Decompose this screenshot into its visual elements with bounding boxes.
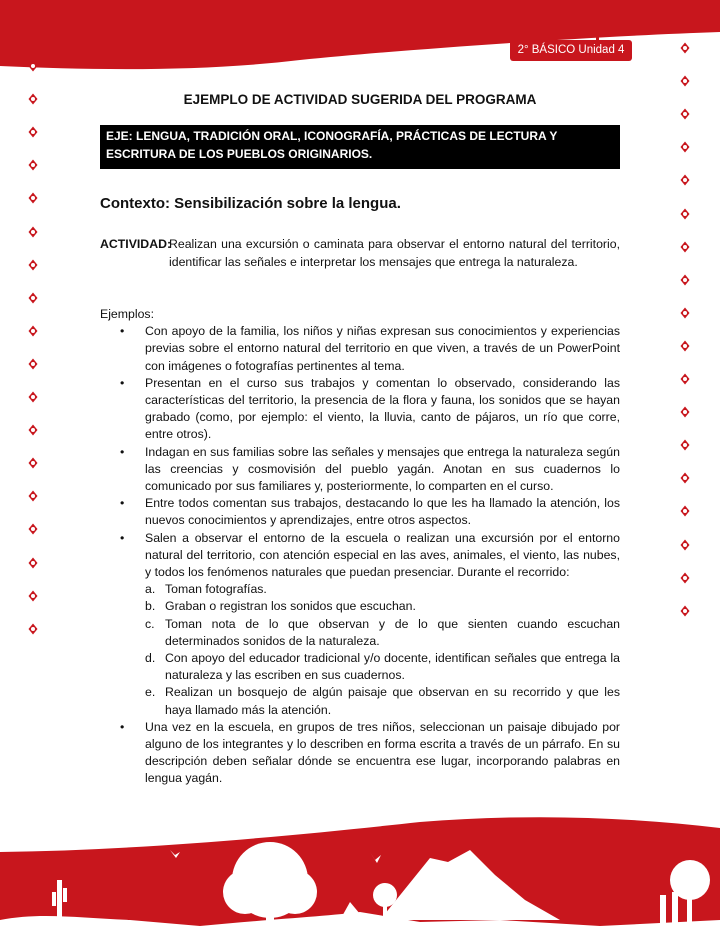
- diamond-ornament-icon: [28, 622, 38, 634]
- sub-list: [145, 581, 620, 719]
- sub-marker: e.: [145, 685, 156, 700]
- diamond-ornament-icon: [28, 456, 38, 468]
- sub-text: Graban o registran los sonidos que escuchan.: [165, 599, 416, 614]
- activity-text: Realizan una excursión o caminata para observar el entorno natural del territorio, identificar las señales e interpretar los mensajes que entrega la naturaleza.: [169, 237, 620, 269]
- diamond-ornament-icon: [28, 357, 38, 369]
- activity-label: ACTIVIDAD:: [100, 237, 172, 251]
- sub-text: Toman fotografías.: [165, 582, 267, 597]
- activity-section: [100, 236, 620, 271]
- sub-marker: a.: [145, 582, 156, 597]
- diamond-ornament-icon: [680, 538, 690, 550]
- sub-text: Realizan un bosquejo de algún paisaje que observan en su recorrido y que les haya llamado más la atención.: [165, 685, 620, 717]
- diamond-ornament-icon: [680, 504, 690, 516]
- sub-text: Toman nota de lo que observan y de lo que sienten cuando escuchan determinados sonidos de la naturaleza.: [165, 616, 620, 648]
- diamond-ornament-icon: [680, 74, 690, 86]
- sub-marker: d.: [145, 651, 156, 666]
- list-item: [100, 530, 620, 719]
- diamond-ornament-icon: [28, 324, 38, 336]
- diamond-ornament-icon: [680, 207, 690, 219]
- diamond-ornament-icon: [680, 604, 690, 616]
- sub-list-item: [145, 598, 620, 615]
- diamond-ornament-icon: [680, 438, 690, 450]
- diamond-ornament-icon: [28, 258, 38, 270]
- diamond-ornament-icon: [28, 291, 38, 303]
- diamond-ornament-icon: [680, 240, 690, 252]
- examples-section: [100, 306, 620, 788]
- diamond-ornament-icon: [28, 589, 38, 601]
- list-item: • Indagan en sus familias sobre las señales y mensajes que entrega la naturaleza según las creencias y cosmovisión del pueblo yagán. Anotan en sus cuadernos lo comunicado por sus familiares y, posteriormente, lo comparten en el curso.: [100, 444, 620, 496]
- diamond-ornament-icon: [680, 339, 690, 351]
- list-item: • Una vez en la escuela, en grupos de tres niños, seleccionan un paisaje dibujado por alguno de los integrantes y lo describen en forma escrita a través de un párrafo. En su descripción deben señalar dónde se encuentra ese lugar, incorporando palabras en lengua yagán.: [100, 719, 620, 788]
- diamond-ornament-icon: [28, 158, 38, 170]
- sub-marker: b.: [145, 599, 156, 614]
- diamond-ornament-icon: [680, 173, 690, 185]
- diamond-ornament-icon: [28, 489, 38, 501]
- footer-landscape-illustration: [0, 780, 720, 932]
- list-item: • Entre todos comentan sus trabajos, destacando lo que les ha llamado la atención, los nuevos conocimientos y aprendizajes, entre otros aspectos.: [100, 495, 620, 529]
- list-item: • Con apoyo de la familia, los niños y niñas expresan sus conocimientos y experiencias previas sobre el entorno natural del territorio en que viven, a través de un PowerPoint con imágenes o fotografías pertinentes al tema.: [100, 323, 620, 375]
- diamond-ornament-icon: [680, 571, 690, 583]
- sub-list-item: [145, 650, 620, 684]
- diamond-ornament-icon: [680, 140, 690, 152]
- diamond-ornament-icon: [680, 273, 690, 285]
- diamond-ornament-icon: [28, 125, 38, 137]
- diamond-ornament-icon: [680, 372, 690, 384]
- context-heading: Contexto: Sensibilización sobre la lengua.: [100, 195, 401, 212]
- diamond-ornament-icon: [680, 107, 690, 119]
- list-item-text: Salen a observar el entorno de la escuela o realizan una excursión por el entorno natural del territorio, con atención especial en las aves, animales, el viento, las nubes, y todos los fenómenos naturales que puedan presenciar. Durante el recorrido:: [145, 530, 620, 580]
- diamond-ornament-icon: [28, 522, 38, 534]
- diamond-ornament-icon: [28, 390, 38, 402]
- diamond-ornament-icon: [680, 405, 690, 417]
- diamond-ornament-icon: [28, 191, 38, 203]
- diamond-ornament-icon: [680, 306, 690, 318]
- diamond-ornament-icon: [28, 556, 38, 568]
- diamond-ornament-icon: [28, 423, 38, 435]
- grade-unit-badge: 2° BÁSICO Unidad 4: [510, 40, 632, 61]
- diamond-ornament-icon: [680, 41, 690, 53]
- diamond-ornament-icon: [28, 225, 38, 237]
- examples-list: [100, 323, 620, 787]
- sub-list-item: [145, 616, 620, 650]
- sub-list-item: [145, 684, 620, 718]
- sub-list-item: [145, 581, 620, 598]
- diamond-ornament-icon: [680, 471, 690, 483]
- sub-marker: c.: [145, 616, 155, 631]
- eje-banner: EJE: LENGUA, TRADICIÓN ORAL, ICONOGRAFÍA, PRÁCTICAS DE LECTURA Y ESCRITURA DE LOS PUEBLOS ORIGINARIOS.: [100, 125, 620, 169]
- page-title: EJEMPLO DE ACTIVIDAD SUGERIDA DEL PROGRAMA: [183, 92, 537, 107]
- list-item: • Presentan en el curso sus trabajos y comentan lo observado, considerando las características del territorio, la presencia de la flora y fauna, los sonidos que se hayan grabado (como, por ejemplo: el viento, la lluvia, canto de pájaros, un río que corre, entre otros).: [100, 375, 620, 444]
- examples-heading: Ejemplos:: [100, 307, 154, 321]
- diamond-ornament-icon: [28, 59, 38, 71]
- sub-text: Con apoyo del educador tradicional y/o docente, identifican señales que entrega la naturaleza y las escriben en sus cuadernos.: [165, 651, 620, 683]
